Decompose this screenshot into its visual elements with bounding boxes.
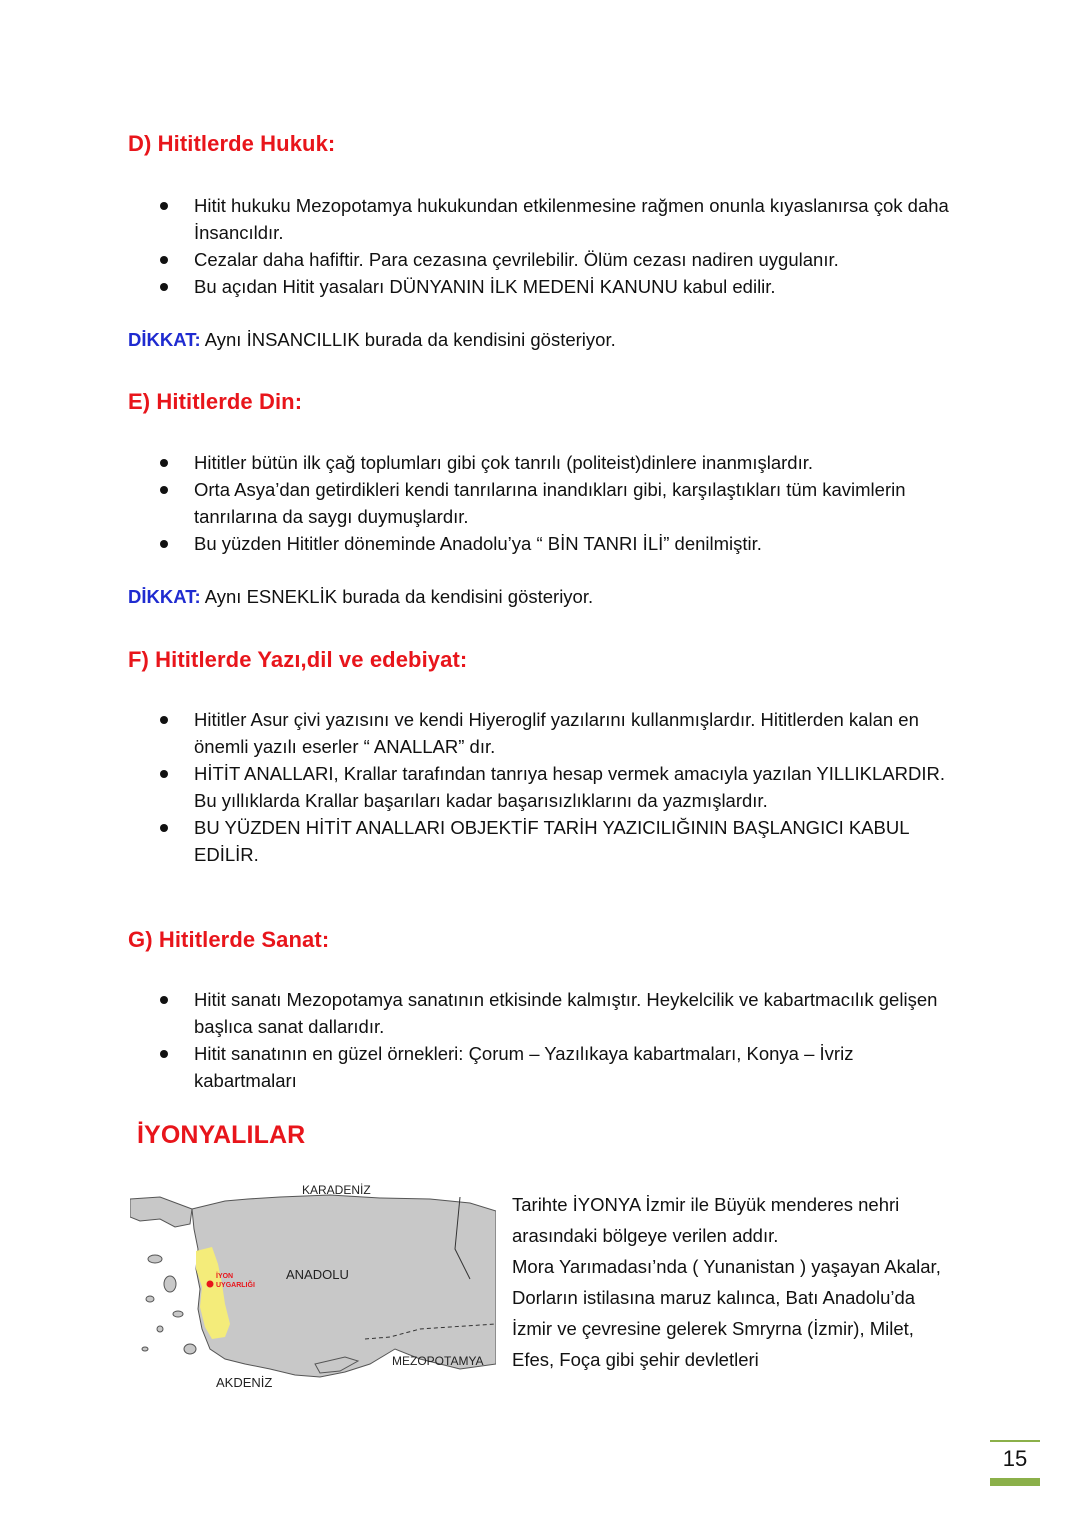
bullet-dot-icon xyxy=(160,256,168,264)
law-bullet-list xyxy=(160,192,960,300)
list-item xyxy=(160,530,960,557)
map-label-mesopotamia: MEZOPOTAMYA xyxy=(392,1354,484,1368)
section-heading-writing: F) Hititlerde Yazı,dil ve edebiyat: xyxy=(128,647,468,672)
bullet-text: Hititler Asur çivi yazısını ve kendi Hiyeroglif yazılarını kullanmışlardır. Hititlerden kalan en önemli yazılı eserler “ ANALLAR” dır. xyxy=(194,709,919,757)
list-item xyxy=(160,760,960,814)
island-shape xyxy=(184,1344,196,1354)
bullet-dot-icon xyxy=(160,540,168,548)
island-shape xyxy=(148,1255,162,1263)
bullet-dot-icon xyxy=(160,770,168,778)
section-heading-religion: E) Hititlerde Din: xyxy=(128,389,303,414)
attention-label: DİKKAT: xyxy=(128,586,201,607)
island-shape xyxy=(146,1296,154,1302)
page-number-bar xyxy=(990,1478,1040,1486)
section-heading-law: D) Hititlerde Hukuk: xyxy=(128,131,336,156)
map-label-ionian-civ: UYGARLIĞI xyxy=(216,1282,255,1289)
bullet-text: HİTİT ANALLARI, Krallar tarafından tanrıya hesap vermek amacıyla yazılan YILLIKLARDIR. Bu yıllıklarda Krallar başarıları kadar başarısızlıklarını da yazmışlardır. xyxy=(194,763,945,811)
map-label-mediterranean: AKDENİZ xyxy=(216,1375,273,1390)
page-number-box xyxy=(990,1440,1040,1486)
map-label-anatolia: ANADOLU xyxy=(286,1267,349,1282)
ionian-map xyxy=(130,1183,496,1399)
list-item xyxy=(160,449,960,476)
list-item xyxy=(160,986,960,1040)
religion-bullet-list xyxy=(160,449,960,557)
ionian-city-marker-icon xyxy=(207,1281,214,1288)
island-shape xyxy=(142,1347,148,1351)
bullet-dot-icon xyxy=(160,824,168,832)
island-shape xyxy=(164,1276,176,1292)
bullet-text: Hitit sanatı Mezopotamya sanatının etkisinde kalmıştır. Heykelcilik ve kabartmacılık gelişen başlıca sanat dallarıdır. xyxy=(194,989,938,1037)
art-bullet-list xyxy=(160,986,960,1094)
bullet-dot-icon xyxy=(160,716,168,724)
list-item xyxy=(160,1040,960,1094)
list-item xyxy=(160,273,960,300)
attention-note-religion xyxy=(128,583,593,610)
attention-text: Aynı İNSANCILLIK burada da kendisini gösteriyor. xyxy=(200,329,616,350)
bullet-dot-icon xyxy=(160,996,168,1004)
map-label-ionian-civ: İYON xyxy=(216,1273,234,1280)
bullet-dot-icon xyxy=(160,283,168,291)
bullet-text: BU YÜZDEN HİTİT ANALLARI OBJEKTİF TARİH YAZICILIĞININ BAŞLANGICI KABUL EDİLİR. xyxy=(194,817,909,865)
bullet-text: Bu açıdan Hitit yasaları DÜNYANIN İLK MEDENİ KANUNU kabul edilir. xyxy=(194,276,776,297)
list-item xyxy=(160,706,960,760)
bullet-dot-icon xyxy=(160,202,168,210)
island-shape xyxy=(157,1326,163,1332)
bullet-text: Hitit sanatının en güzel örnekleri: Çorum – Yazılıkaya kabartmaları, Konya – İvriz kabartmaları xyxy=(194,1043,854,1091)
bullet-dot-icon xyxy=(160,459,168,467)
page-number-rule xyxy=(990,1440,1040,1442)
list-item xyxy=(160,246,960,273)
attention-note-law xyxy=(128,326,616,353)
bullet-dot-icon xyxy=(160,486,168,494)
island-shape xyxy=(173,1311,183,1317)
bullet-dot-icon xyxy=(160,1050,168,1058)
list-item xyxy=(160,476,960,530)
bullet-text: Hititler bütün ilk çağ toplumları gibi çok tanrılı (politeist)dinlere inanmışlardır. xyxy=(194,452,813,473)
bullet-text: Hitit hukuku Mezopotamya hukukundan etkilenmesine rağmen onunla kıyaslanırsa çok daha İnsancıldır. xyxy=(194,195,949,243)
list-item xyxy=(160,192,960,246)
attention-label: DİKKAT: xyxy=(128,329,201,350)
section-heading-art: G) Hititlerde Sanat: xyxy=(128,927,330,952)
ionians-heading: İYONYALILAR xyxy=(137,1121,306,1149)
list-item xyxy=(160,814,960,868)
ionians-paragraph: Tarihte İYONYA İzmir ile Büyük menderes nehri arasındaki bölgeye verilen addır. Mora Yarımadası’nda ( Yunanistan ) yaşayan Akalar, Dorların istilasına maruz kalınca, Batı Anadolu’da İzmir ve çevresine gelerek Smryrna (İzmir), Milet, Efes, Foça gibi şehir devletleri xyxy=(512,1194,941,1370)
bullet-text: Orta Asya’dan getirdikleri kendi tanrılarına inandıkları gibi, karşılaştıkları tüm kavimlerin tanrılarına da saygı duymuşlardır. xyxy=(194,479,906,527)
attention-text: Aynı ESNEKLİK burada da kendisini gösteriyor. xyxy=(200,586,594,607)
bullet-text: Bu yüzden Hititler döneminde Anadolu’ya “ BİN TANRI İLİ” denilmiştir. xyxy=(194,533,762,554)
map-label-black-sea: KARADENİZ xyxy=(302,1183,371,1197)
bullet-text: Cezalar daha hafiftir. Para cezasına çevrilebilir. Ölüm cezası nadiren uygulanır. xyxy=(194,249,839,270)
page-number: 15 xyxy=(1002,1446,1028,1471)
writing-bullet-list xyxy=(160,706,960,868)
